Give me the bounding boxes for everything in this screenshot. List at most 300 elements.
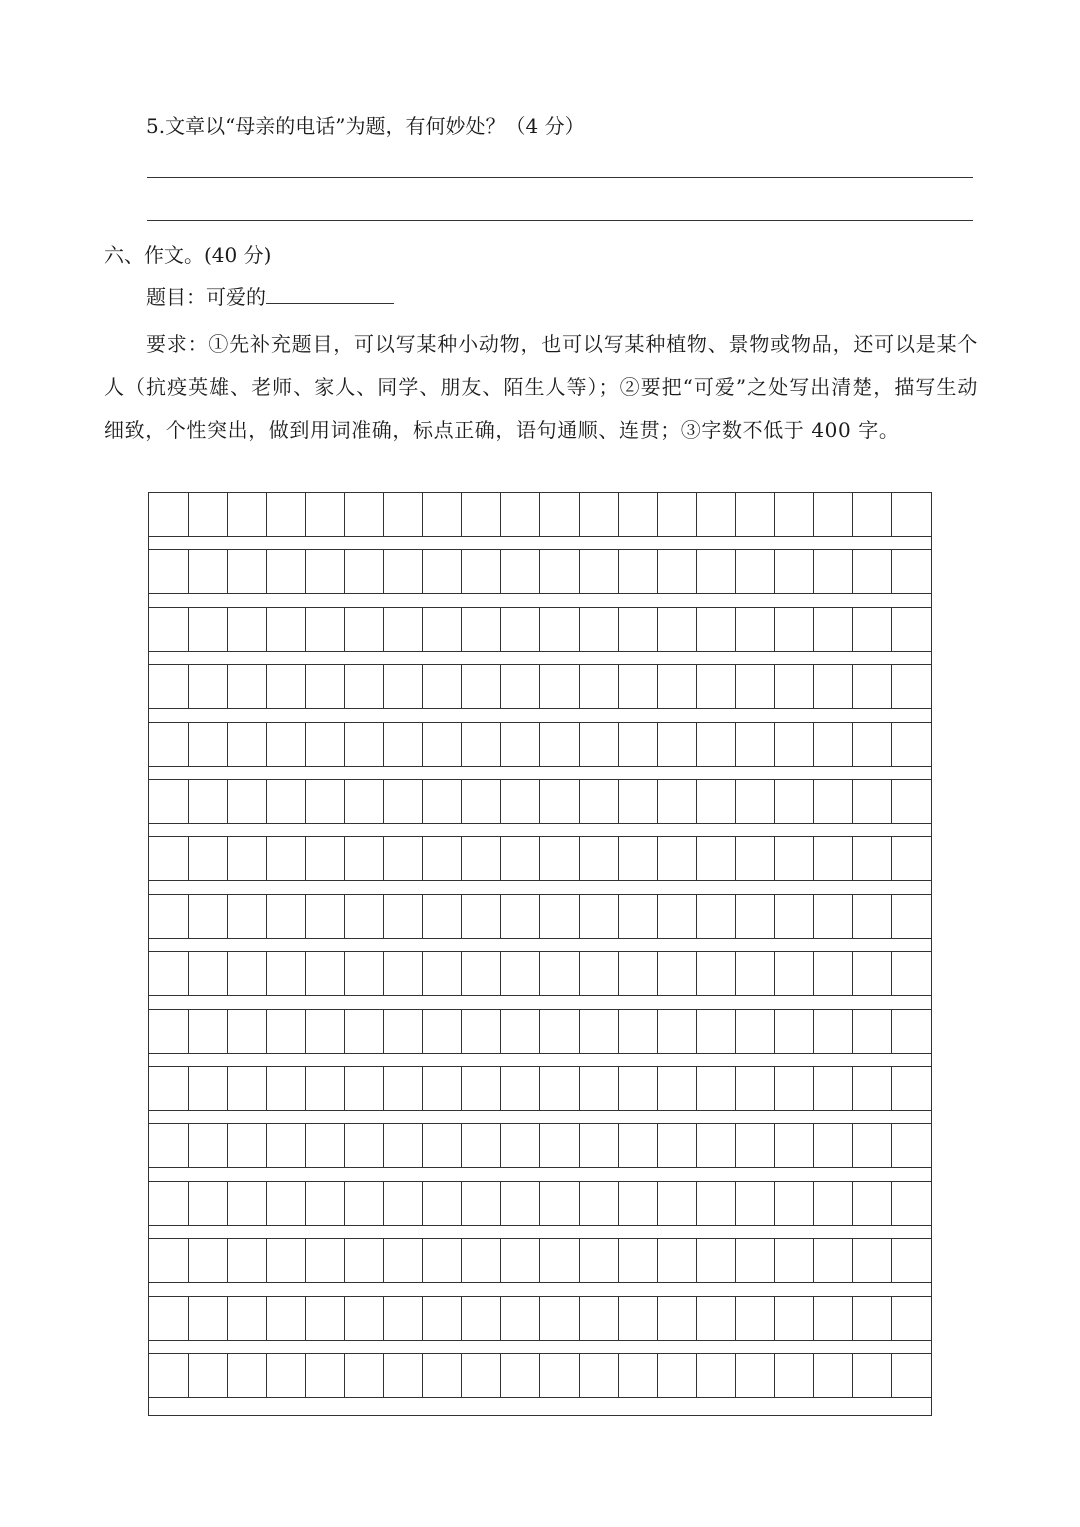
grid-cell[interactable] bbox=[852, 1297, 892, 1340]
grid-cell[interactable] bbox=[344, 1182, 384, 1225]
grid-cell[interactable] bbox=[696, 493, 736, 536]
grid-cell[interactable] bbox=[266, 1239, 306, 1282]
grid-cell[interactable] bbox=[383, 723, 423, 766]
grid-cell[interactable] bbox=[735, 780, 775, 823]
grid-cell[interactable] bbox=[383, 1010, 423, 1053]
grid-cell[interactable] bbox=[696, 723, 736, 766]
grid-cell[interactable] bbox=[696, 1010, 736, 1053]
grid-cell[interactable] bbox=[774, 895, 814, 938]
grid-cell[interactable] bbox=[305, 1239, 345, 1282]
grid-cell[interactable] bbox=[422, 608, 462, 651]
grid-cell[interactable] bbox=[344, 1239, 384, 1282]
grid-cell[interactable] bbox=[188, 1239, 228, 1282]
grid-cell[interactable] bbox=[657, 837, 697, 880]
grid-cell[interactable] bbox=[540, 723, 580, 766]
grid-cell[interactable] bbox=[227, 1354, 267, 1397]
grid-cell[interactable] bbox=[657, 608, 697, 651]
grid-cell[interactable] bbox=[774, 665, 814, 708]
grid-cell[interactable] bbox=[227, 1010, 267, 1053]
grid-cell[interactable] bbox=[500, 493, 540, 536]
grid-cell[interactable] bbox=[149, 608, 189, 651]
grid-cell[interactable] bbox=[540, 1239, 580, 1282]
grid-cell[interactable] bbox=[579, 1010, 619, 1053]
grid-cell[interactable] bbox=[383, 1124, 423, 1167]
grid-cell[interactable] bbox=[735, 1354, 775, 1397]
grid-cell[interactable] bbox=[422, 1297, 462, 1340]
grid-cell[interactable] bbox=[461, 723, 501, 766]
grid-cell[interactable] bbox=[852, 1067, 892, 1110]
grid-cell[interactable] bbox=[461, 837, 501, 880]
grid-cell[interactable] bbox=[149, 1067, 189, 1110]
grid-cell[interactable] bbox=[461, 493, 501, 536]
answer-line[interactable] bbox=[147, 220, 973, 221]
grid-cell[interactable] bbox=[305, 952, 345, 995]
grid-cell[interactable] bbox=[540, 608, 580, 651]
grid-cell[interactable] bbox=[500, 665, 540, 708]
grid-cell[interactable] bbox=[461, 550, 501, 593]
grid-cell[interactable] bbox=[305, 1124, 345, 1167]
grid-cell[interactable] bbox=[266, 952, 306, 995]
grid-cell[interactable] bbox=[774, 780, 814, 823]
grid-cell[interactable] bbox=[696, 1182, 736, 1225]
grid-cell[interactable] bbox=[813, 1124, 853, 1167]
grid-cell[interactable] bbox=[227, 1297, 267, 1340]
grid-cell[interactable] bbox=[774, 723, 814, 766]
grid-cell[interactable] bbox=[149, 952, 189, 995]
grid-cell[interactable] bbox=[227, 1182, 267, 1225]
grid-cell[interactable] bbox=[500, 1354, 540, 1397]
grid-cell[interactable] bbox=[266, 780, 306, 823]
grid-cell[interactable] bbox=[618, 550, 658, 593]
grid-cell[interactable] bbox=[618, 1067, 658, 1110]
grid-cell[interactable] bbox=[500, 550, 540, 593]
grid-cell[interactable] bbox=[657, 723, 697, 766]
grid-cell[interactable] bbox=[188, 1124, 228, 1167]
grid-cell[interactable] bbox=[422, 837, 462, 880]
grid-cell[interactable] bbox=[149, 1182, 189, 1225]
grid-cell[interactable] bbox=[813, 837, 853, 880]
grid-cell[interactable] bbox=[735, 952, 775, 995]
grid-cell[interactable] bbox=[696, 780, 736, 823]
grid-cell[interactable] bbox=[188, 1067, 228, 1110]
grid-cell[interactable] bbox=[266, 723, 306, 766]
grid-cell[interactable] bbox=[735, 665, 775, 708]
grid-cell[interactable] bbox=[813, 1067, 853, 1110]
grid-cell[interactable] bbox=[422, 780, 462, 823]
grid-cell[interactable] bbox=[852, 1124, 892, 1167]
topic-blank[interactable] bbox=[266, 283, 394, 304]
grid-cell[interactable] bbox=[852, 895, 892, 938]
grid-cell[interactable] bbox=[149, 837, 189, 880]
grid-cell[interactable] bbox=[852, 1354, 892, 1397]
grid-cell[interactable] bbox=[852, 1182, 892, 1225]
grid-cell[interactable] bbox=[540, 952, 580, 995]
grid-cell[interactable] bbox=[383, 837, 423, 880]
grid-cell[interactable] bbox=[227, 723, 267, 766]
grid-cell[interactable] bbox=[461, 780, 501, 823]
grid-cell[interactable] bbox=[774, 952, 814, 995]
grid-cell[interactable] bbox=[305, 1354, 345, 1397]
grid-cell[interactable] bbox=[149, 1124, 189, 1167]
grid-cell[interactable] bbox=[266, 1297, 306, 1340]
grid-cell[interactable] bbox=[149, 723, 189, 766]
grid-cell[interactable] bbox=[696, 895, 736, 938]
grid-cell[interactable] bbox=[305, 1297, 345, 1340]
grid-cell[interactable] bbox=[188, 608, 228, 651]
grid-cell[interactable] bbox=[227, 952, 267, 995]
grid-cell[interactable] bbox=[540, 895, 580, 938]
grid-cell[interactable] bbox=[344, 1010, 384, 1053]
grid-cell[interactable] bbox=[696, 665, 736, 708]
grid-cell[interactable] bbox=[383, 1297, 423, 1340]
grid-cell[interactable] bbox=[813, 1354, 853, 1397]
grid-cell[interactable] bbox=[344, 895, 384, 938]
grid-cell[interactable] bbox=[852, 780, 892, 823]
grid-cell[interactable] bbox=[500, 952, 540, 995]
grid-cell[interactable] bbox=[344, 1297, 384, 1340]
grid-cell[interactable] bbox=[579, 723, 619, 766]
grid-cell[interactable] bbox=[344, 493, 384, 536]
writing-grid[interactable] bbox=[148, 492, 932, 1416]
grid-cell[interactable] bbox=[618, 1124, 658, 1167]
grid-cell[interactable] bbox=[813, 1182, 853, 1225]
grid-cell[interactable] bbox=[422, 550, 462, 593]
grid-cell[interactable] bbox=[540, 665, 580, 708]
grid-cell[interactable] bbox=[305, 895, 345, 938]
grid-cell[interactable] bbox=[266, 1124, 306, 1167]
grid-cell[interactable] bbox=[422, 493, 462, 536]
grid-cell[interactable] bbox=[579, 665, 619, 708]
grid-cell[interactable] bbox=[383, 665, 423, 708]
grid-cell[interactable] bbox=[422, 1182, 462, 1225]
grid-cell[interactable] bbox=[618, 608, 658, 651]
grid-cell[interactable] bbox=[227, 608, 267, 651]
grid-cell[interactable] bbox=[227, 780, 267, 823]
grid-cell[interactable] bbox=[266, 1182, 306, 1225]
grid-cell[interactable] bbox=[852, 1010, 892, 1053]
grid-cell[interactable] bbox=[852, 550, 892, 593]
grid-cell[interactable] bbox=[188, 1010, 228, 1053]
grid-cell[interactable] bbox=[461, 952, 501, 995]
grid-cell[interactable] bbox=[735, 895, 775, 938]
grid-cell[interactable] bbox=[149, 665, 189, 708]
grid-cell[interactable] bbox=[188, 1297, 228, 1340]
grid-cell[interactable] bbox=[344, 550, 384, 593]
grid-cell[interactable] bbox=[422, 952, 462, 995]
grid-cell[interactable] bbox=[500, 837, 540, 880]
grid-cell[interactable] bbox=[461, 1297, 501, 1340]
grid-cell[interactable] bbox=[852, 608, 892, 651]
grid-cell[interactable] bbox=[305, 550, 345, 593]
grid-cell[interactable] bbox=[149, 1239, 189, 1282]
grid-cell[interactable] bbox=[461, 665, 501, 708]
grid-cell[interactable] bbox=[735, 1124, 775, 1167]
grid-cell[interactable] bbox=[461, 1182, 501, 1225]
grid-cell[interactable] bbox=[266, 665, 306, 708]
grid-cell[interactable] bbox=[657, 780, 697, 823]
grid-cell[interactable] bbox=[266, 895, 306, 938]
grid-cell[interactable] bbox=[774, 1010, 814, 1053]
grid-cell[interactable] bbox=[696, 837, 736, 880]
grid-cell[interactable] bbox=[500, 1067, 540, 1110]
grid-cell[interactable] bbox=[813, 493, 853, 536]
grid-cell[interactable] bbox=[149, 493, 189, 536]
grid-cell[interactable] bbox=[813, 1239, 853, 1282]
grid-cell[interactable] bbox=[383, 1182, 423, 1225]
grid-cell[interactable] bbox=[305, 1010, 345, 1053]
grid-cell[interactable] bbox=[227, 550, 267, 593]
grid-cell[interactable] bbox=[813, 1010, 853, 1053]
grid-cell[interactable] bbox=[852, 665, 892, 708]
grid-cell[interactable] bbox=[774, 1239, 814, 1282]
grid-cell[interactable] bbox=[618, 1297, 658, 1340]
grid-cell[interactable] bbox=[657, 665, 697, 708]
grid-cell[interactable] bbox=[188, 493, 228, 536]
grid-cell[interactable] bbox=[774, 608, 814, 651]
grid-cell[interactable] bbox=[188, 665, 228, 708]
grid-cell[interactable] bbox=[579, 780, 619, 823]
grid-cell[interactable] bbox=[266, 1354, 306, 1397]
grid-cell[interactable] bbox=[540, 1067, 580, 1110]
grid-cell[interactable] bbox=[540, 493, 580, 536]
grid-cell[interactable] bbox=[579, 1067, 619, 1110]
grid-cell[interactable] bbox=[188, 1354, 228, 1397]
grid-cell[interactable] bbox=[500, 1239, 540, 1282]
grid-cell[interactable] bbox=[657, 1239, 697, 1282]
grid-cell[interactable] bbox=[618, 723, 658, 766]
grid-cell[interactable] bbox=[227, 665, 267, 708]
grid-cell[interactable] bbox=[344, 1354, 384, 1397]
grid-cell[interactable] bbox=[657, 1124, 697, 1167]
grid-cell[interactable] bbox=[579, 1354, 619, 1397]
grid-cell[interactable] bbox=[149, 780, 189, 823]
grid-cell[interactable] bbox=[305, 608, 345, 651]
grid-cell[interactable] bbox=[227, 1067, 267, 1110]
grid-cell[interactable] bbox=[188, 895, 228, 938]
grid-cell[interactable] bbox=[305, 780, 345, 823]
grid-cell[interactable] bbox=[579, 608, 619, 651]
grid-cell[interactable] bbox=[696, 1067, 736, 1110]
grid-cell[interactable] bbox=[305, 493, 345, 536]
grid-cell[interactable] bbox=[579, 952, 619, 995]
grid-cell[interactable] bbox=[618, 837, 658, 880]
grid-cell[interactable] bbox=[383, 1354, 423, 1397]
grid-cell[interactable] bbox=[813, 723, 853, 766]
grid-cell[interactable] bbox=[383, 780, 423, 823]
grid-cell[interactable] bbox=[305, 837, 345, 880]
grid-cell[interactable] bbox=[383, 1067, 423, 1110]
grid-cell[interactable] bbox=[735, 1010, 775, 1053]
grid-cell[interactable] bbox=[852, 723, 892, 766]
grid-cell[interactable] bbox=[227, 1124, 267, 1167]
grid-cell[interactable] bbox=[618, 1239, 658, 1282]
grid-cell[interactable] bbox=[500, 723, 540, 766]
grid-cell[interactable] bbox=[383, 895, 423, 938]
grid-cell[interactable] bbox=[149, 895, 189, 938]
grid-cell[interactable] bbox=[500, 1010, 540, 1053]
grid-cell[interactable] bbox=[305, 665, 345, 708]
grid-cell[interactable] bbox=[344, 780, 384, 823]
grid-cell[interactable] bbox=[500, 1124, 540, 1167]
answer-line[interactable] bbox=[147, 177, 973, 178]
grid-cell[interactable] bbox=[227, 895, 267, 938]
grid-cell[interactable] bbox=[344, 952, 384, 995]
grid-cell[interactable] bbox=[579, 1239, 619, 1282]
grid-cell[interactable] bbox=[266, 493, 306, 536]
grid-cell[interactable] bbox=[383, 493, 423, 536]
grid-cell[interactable] bbox=[657, 1297, 697, 1340]
grid-cell[interactable] bbox=[149, 1010, 189, 1053]
grid-cell[interactable] bbox=[618, 665, 658, 708]
grid-cell[interactable] bbox=[696, 1239, 736, 1282]
grid-cell[interactable] bbox=[579, 493, 619, 536]
grid-cell[interactable] bbox=[266, 550, 306, 593]
grid-cell[interactable] bbox=[540, 837, 580, 880]
grid-cell[interactable] bbox=[657, 1010, 697, 1053]
grid-cell[interactable] bbox=[618, 1182, 658, 1225]
grid-cell[interactable] bbox=[657, 493, 697, 536]
grid-cell[interactable] bbox=[735, 837, 775, 880]
grid-cell[interactable] bbox=[227, 837, 267, 880]
grid-cell[interactable] bbox=[188, 723, 228, 766]
grid-cell[interactable] bbox=[383, 1239, 423, 1282]
grid-cell[interactable] bbox=[227, 1239, 267, 1282]
grid-cell[interactable] bbox=[774, 1297, 814, 1340]
grid-cell[interactable] bbox=[735, 1182, 775, 1225]
grid-cell[interactable] bbox=[618, 1010, 658, 1053]
grid-cell[interactable] bbox=[813, 550, 853, 593]
grid-cell[interactable] bbox=[735, 723, 775, 766]
grid-cell[interactable] bbox=[422, 1010, 462, 1053]
grid-cell[interactable] bbox=[266, 1010, 306, 1053]
grid-cell[interactable] bbox=[735, 493, 775, 536]
grid-cell[interactable] bbox=[540, 1182, 580, 1225]
grid-cell[interactable] bbox=[461, 608, 501, 651]
grid-cell[interactable] bbox=[344, 608, 384, 651]
grid-cell[interactable] bbox=[696, 608, 736, 651]
grid-cell[interactable] bbox=[188, 550, 228, 593]
grid-cell[interactable] bbox=[149, 550, 189, 593]
grid-cell[interactable] bbox=[774, 493, 814, 536]
grid-cell[interactable] bbox=[735, 1067, 775, 1110]
grid-cell[interactable] bbox=[500, 895, 540, 938]
grid-cell[interactable] bbox=[774, 837, 814, 880]
grid-cell[interactable] bbox=[344, 837, 384, 880]
grid-cell[interactable] bbox=[500, 780, 540, 823]
grid-cell[interactable] bbox=[852, 837, 892, 880]
grid-cell[interactable] bbox=[540, 1297, 580, 1340]
grid-cell[interactable] bbox=[422, 895, 462, 938]
grid-cell[interactable] bbox=[188, 780, 228, 823]
grid-cell[interactable] bbox=[618, 493, 658, 536]
grid-cell[interactable] bbox=[813, 952, 853, 995]
grid-cell[interactable] bbox=[657, 1067, 697, 1110]
grid-cell[interactable] bbox=[657, 895, 697, 938]
grid-cell[interactable] bbox=[813, 895, 853, 938]
grid-cell[interactable] bbox=[344, 665, 384, 708]
grid-cell[interactable] bbox=[735, 1239, 775, 1282]
grid-cell[interactable] bbox=[735, 1297, 775, 1340]
grid-cell[interactable] bbox=[188, 837, 228, 880]
grid-cell[interactable] bbox=[500, 1297, 540, 1340]
grid-cell[interactable] bbox=[618, 952, 658, 995]
grid-cell[interactable] bbox=[461, 1239, 501, 1282]
grid-cell[interactable] bbox=[579, 550, 619, 593]
grid-cell[interactable] bbox=[344, 1124, 384, 1167]
grid-cell[interactable] bbox=[540, 1354, 580, 1397]
grid-cell[interactable] bbox=[618, 780, 658, 823]
grid-cell[interactable] bbox=[696, 550, 736, 593]
grid-cell[interactable] bbox=[188, 952, 228, 995]
grid-cell[interactable] bbox=[657, 952, 697, 995]
grid-cell[interactable] bbox=[852, 952, 892, 995]
grid-cell[interactable] bbox=[696, 1354, 736, 1397]
grid-cell[interactable] bbox=[461, 1124, 501, 1167]
grid-cell[interactable] bbox=[813, 780, 853, 823]
grid-cell[interactable] bbox=[540, 1124, 580, 1167]
grid-cell[interactable] bbox=[422, 665, 462, 708]
grid-cell[interactable] bbox=[305, 1182, 345, 1225]
grid-cell[interactable] bbox=[774, 1182, 814, 1225]
grid-cell[interactable] bbox=[500, 608, 540, 651]
grid-cell[interactable] bbox=[266, 837, 306, 880]
grid-cell[interactable] bbox=[774, 1124, 814, 1167]
grid-cell[interactable] bbox=[461, 1067, 501, 1110]
grid-cell[interactable] bbox=[813, 1297, 853, 1340]
grid-cell[interactable] bbox=[266, 608, 306, 651]
grid-cell[interactable] bbox=[774, 550, 814, 593]
grid-cell[interactable] bbox=[657, 1182, 697, 1225]
grid-cell[interactable] bbox=[266, 1067, 306, 1110]
grid-cell[interactable] bbox=[383, 952, 423, 995]
grid-cell[interactable] bbox=[422, 1124, 462, 1167]
grid-cell[interactable] bbox=[852, 1239, 892, 1282]
grid-cell[interactable] bbox=[461, 895, 501, 938]
grid-cell[interactable] bbox=[540, 550, 580, 593]
grid-cell[interactable] bbox=[696, 1124, 736, 1167]
grid-cell[interactable] bbox=[461, 1354, 501, 1397]
grid-cell[interactable] bbox=[227, 493, 267, 536]
grid-cell[interactable] bbox=[852, 493, 892, 536]
grid-cell[interactable] bbox=[422, 1239, 462, 1282]
grid-cell[interactable] bbox=[579, 837, 619, 880]
grid-cell[interactable] bbox=[735, 608, 775, 651]
grid-cell[interactable] bbox=[149, 1354, 189, 1397]
grid-cell[interactable] bbox=[305, 1067, 345, 1110]
grid-cell[interactable] bbox=[305, 723, 345, 766]
grid-cell[interactable] bbox=[618, 1354, 658, 1397]
grid-cell[interactable] bbox=[422, 1067, 462, 1110]
grid-cell[interactable] bbox=[579, 1297, 619, 1340]
grid-cell[interactable] bbox=[500, 1182, 540, 1225]
grid-cell[interactable] bbox=[149, 1297, 189, 1340]
grid-cell[interactable] bbox=[540, 780, 580, 823]
grid-cell[interactable] bbox=[422, 1354, 462, 1397]
grid-cell[interactable] bbox=[540, 1010, 580, 1053]
grid-cell[interactable] bbox=[344, 723, 384, 766]
grid-cell[interactable] bbox=[813, 665, 853, 708]
grid-cell[interactable] bbox=[383, 550, 423, 593]
grid-cell[interactable] bbox=[422, 723, 462, 766]
grid-cell[interactable] bbox=[735, 550, 775, 593]
grid-cell[interactable] bbox=[813, 608, 853, 651]
grid-cell[interactable] bbox=[696, 1297, 736, 1340]
grid-cell[interactable] bbox=[657, 1354, 697, 1397]
grid-cell[interactable] bbox=[618, 895, 658, 938]
grid-cell[interactable] bbox=[344, 1067, 384, 1110]
grid-cell[interactable] bbox=[657, 550, 697, 593]
grid-cell[interactable] bbox=[579, 895, 619, 938]
